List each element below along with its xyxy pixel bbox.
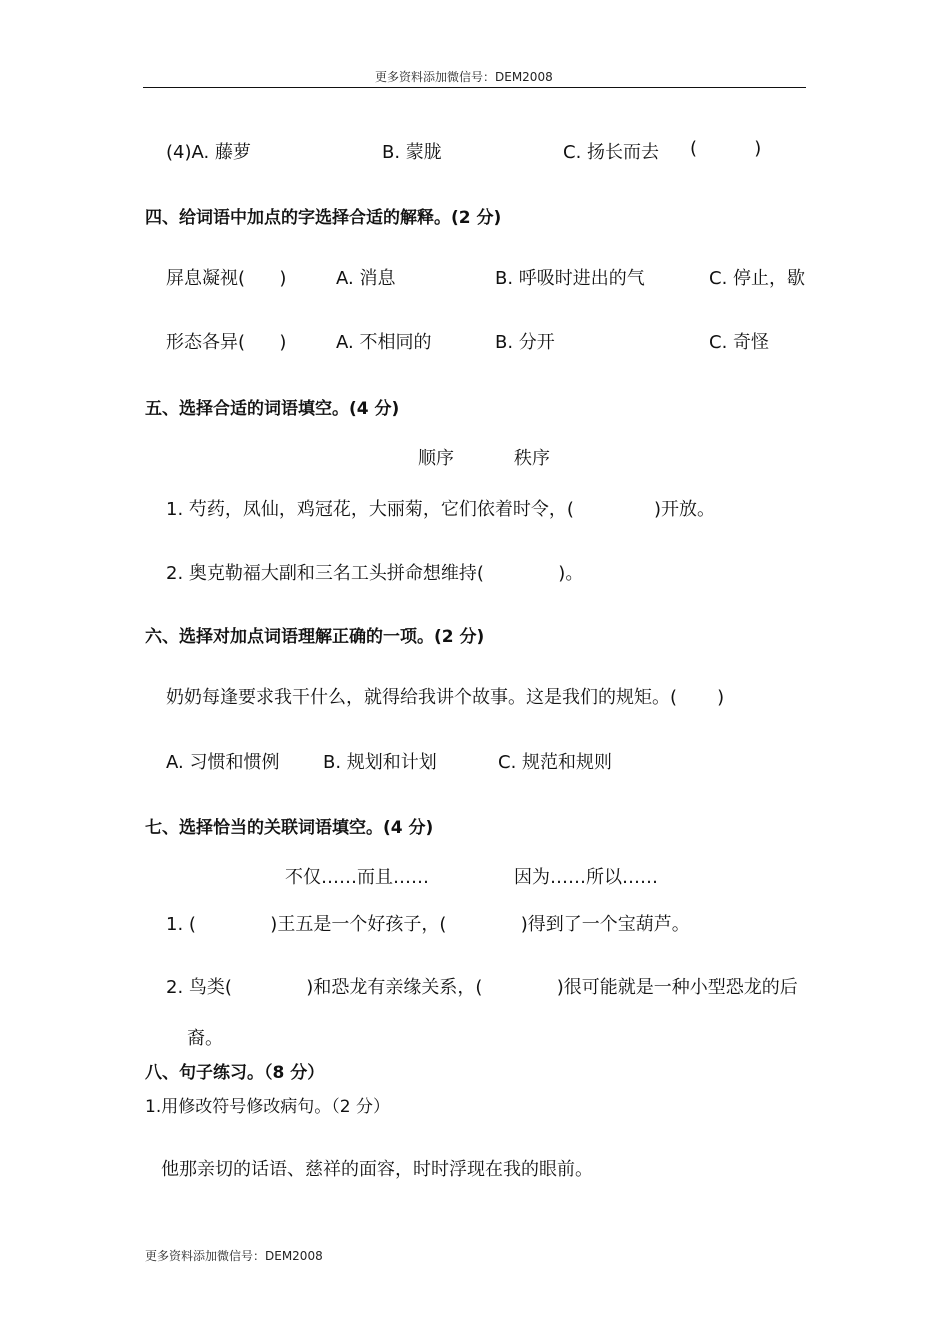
- section4-row2-word: 形态各异( ): [166, 332, 287, 353]
- section7-question-1: 1. ( )王五是一个好孩子，( )得到了一个宝葫芦。: [166, 914, 690, 935]
- section6-option-c: C. 规范和规则: [498, 752, 613, 773]
- item4-option-a: (4)A. 藤萝: [166, 142, 251, 163]
- section7-question-2-continued: 裔。: [187, 1028, 223, 1049]
- header-rule: [143, 87, 806, 88]
- section4-row2-option-a: A. 不相同的: [336, 332, 432, 353]
- section7-title: 七、选择恰当的关联词语填空。(4 分): [145, 818, 434, 838]
- section5-title: 五、选择合适的词语填空。(4 分): [145, 399, 400, 419]
- section8-title: 八、句子练习。（8 分）: [145, 1063, 325, 1083]
- section5-word-1: 顺序: [418, 448, 454, 469]
- section4-row2-option-c: C. 奇怪: [709, 332, 770, 353]
- section4-title: 四、给词语中加点的字选择合适的解释。(2 分): [145, 208, 502, 228]
- section5-word-2: 秩序: [514, 448, 550, 469]
- page-header: 更多资料添加微信号：DEM2008: [375, 70, 553, 84]
- section6-option-b: B. 规划和计划: [323, 752, 437, 773]
- section7-question-2: 2. 鸟类( )和恐龙有亲缘关系，( )很可能就是一种小型恐龙的后: [166, 977, 798, 998]
- section5-question-2: 2. 奥克勒福大副和三名工头拼命想维持( )。: [166, 563, 584, 584]
- page-footer: 更多资料添加微信号：DEM2008: [145, 1249, 323, 1263]
- section7-pair-2: 因为……所以……: [514, 867, 658, 888]
- section4-row1-word: 屏息凝视( ): [166, 268, 287, 289]
- section4-row1-option-c: C. 停止，歇: [709, 268, 806, 289]
- section4-row1-option-b: B. 呼吸时进出的气: [495, 268, 645, 289]
- item4-option-c: C. 扬长而去: [563, 142, 660, 163]
- section8-subquestion-1: 1.用修改符号修改病句。（2 分）: [145, 1097, 390, 1117]
- section4-row1-option-a: A. 消息: [336, 268, 396, 289]
- item4-option-b: B. 蒙胧: [382, 142, 442, 163]
- section7-pair-1: 不仅……而且……: [285, 867, 429, 888]
- section8-sentence: 他那亲切的话语、慈祥的面容，时时浮现在我的眼前。: [161, 1159, 593, 1180]
- section6-sentence: 奶奶每逢要求我干什么，就得给我讲个故事。这是我们的规矩。( ): [166, 687, 725, 708]
- section4-row2-option-b: B. 分开: [495, 332, 555, 353]
- section6-title: 六、选择对加点词语理解正确的一项。(2 分): [145, 627, 485, 647]
- item4-answer-paren: ( ): [690, 138, 762, 159]
- section6-option-a: A. 习惯和惯例: [166, 752, 280, 773]
- section5-question-1: 1. 芍药，凤仙，鸡冠花，大丽菊，它们依着时令，( )开放。: [166, 499, 716, 520]
